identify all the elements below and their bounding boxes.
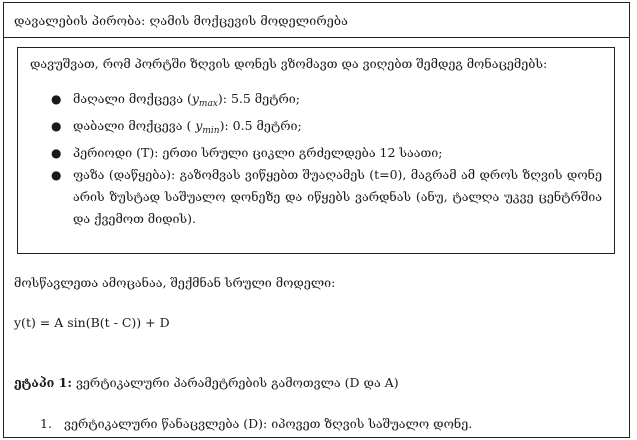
list-item-high-tide: ● მაღალი მოქცევა $(y_{max})$: 5.5 მეტრი; — [18, 88, 608, 115]
header-divider — [4, 37, 629, 38]
data-intro: დავუშვათ, რომ პორტში ზღვის დონეს ვზომავთ და ვიღებთ შემდეგ მონაცემებს: — [30, 56, 548, 71]
document-frame — [3, 2, 630, 438]
data-list — [18, 88, 608, 230]
model-formula: y(t) = A sin(B(t - C)) + D — [14, 315, 170, 330]
list-item-phase: ● ფაზა (დაწყება): გაზომვას ვიწყებთ შუაღამეს (t=0), მაგრამ ამ დროს ზღვის დონე არის ზუსტად საშუალო დონეზე და იწყებს ვარდნას (ანუ, ტალღა უკვე ცენტრშია და ქვემოთ მიდის). — [18, 164, 608, 230]
list-item-period: ● პერიოდი (T): ერთი სრული ციკლი გრძელდება 12 საათი; — [18, 142, 608, 164]
step-label: ეტაპი 1: — [14, 375, 72, 390]
numbered-item — [40, 416, 472, 431]
step-heading — [14, 375, 399, 390]
item-number: 1. — [40, 416, 52, 431]
task-statement: მოსწავლეთა ამოცანაა, შექმნან სრული მოდელი: — [14, 275, 336, 290]
bullet-icon: ● — [51, 92, 62, 106]
data-box — [17, 47, 615, 254]
bullet-icon: ● — [51, 119, 62, 133]
list-item-low-tide: ● დაბალი მოქცევა ( $y_{min}$): 0.5 მეტრი; — [18, 115, 608, 142]
item-text: ვერტიკალური წანაცვლება (D): იპოვეთ ზღვის საშუალო დონე. — [64, 416, 473, 431]
bullet-icon: ● — [51, 146, 62, 160]
step-text: ვერტიკალური პარამეტრების გამოთვლა (D და A) — [71, 375, 399, 390]
page-title: დავალების პირობა: ღამის მოქცევის მოდელირება — [14, 13, 348, 28]
bullet-icon: ● — [51, 168, 62, 182]
